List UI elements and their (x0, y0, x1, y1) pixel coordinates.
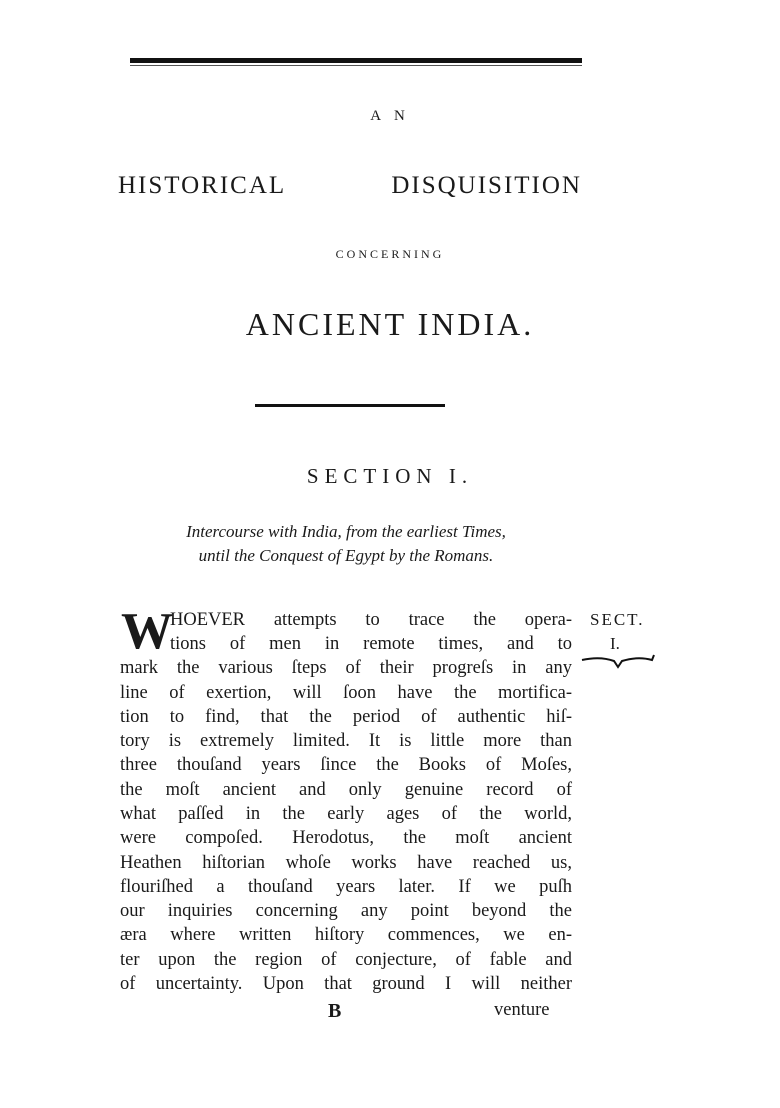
section-subtitle-line-2: until the Conquest of Egypt by the Romans. (198, 546, 494, 565)
body-line: Heathen hiſtorian whoſe works have reached us, (120, 853, 572, 873)
top-rule (130, 58, 582, 63)
title-concerning: CONCERNING (335, 247, 445, 261)
top-rule-thin (130, 65, 582, 66)
margin-sect-label: SECT. (590, 610, 645, 629)
body-line: were compoſed. Herodotus, the moſt ancient (120, 828, 572, 848)
margin-sect-number: I. (610, 634, 620, 653)
title-article: A N (370, 108, 410, 124)
body-line: three thouſand years ſince the Books of Moſes, (120, 755, 572, 775)
body-line: tory is extremely limited. It is little more than (120, 731, 572, 751)
drop-cap: W (121, 603, 173, 660)
title-line-1: HISTORICAL DISQUISITION (118, 172, 582, 199)
section-subtitle-line-1: Intercourse with India, from the earliest Times, (186, 522, 506, 541)
section-heading: SECTION I. (306, 464, 474, 488)
brace-ornament-icon (580, 652, 656, 672)
body-line: line of exertion, will ſoon have the mortifica- (120, 683, 572, 703)
body-line: tion to find, that the period of authentic hiſ- (120, 707, 572, 727)
body-line: flouriſhed a thouſand years later. If we puſh (120, 877, 572, 897)
body-line: what paſſed in the early ages of the world, (120, 804, 572, 824)
body-line: our inquiries concerning any point beyond the (120, 901, 572, 921)
catchword: venture (494, 1000, 550, 1020)
body-line: tions of men in remote times, and to (170, 634, 572, 654)
signature-mark: B (328, 1000, 342, 1022)
body-line: HOEVER attempts to trace the opera- (170, 610, 572, 630)
body-line: ter upon the region of conjecture, of fable and (120, 950, 572, 970)
body-line: mark the various ſteps of their progreſs in any (120, 658, 572, 678)
body-line: the moſt ancient and only genuine record of (120, 780, 572, 800)
body-line: æra where written hiſtory commences, we en- (120, 925, 572, 945)
body-line: of uncertainty. Upon that ground I will neither (120, 974, 572, 994)
title-line-2: ANCIENT INDIA. (245, 306, 535, 342)
divider-rule (255, 404, 445, 407)
